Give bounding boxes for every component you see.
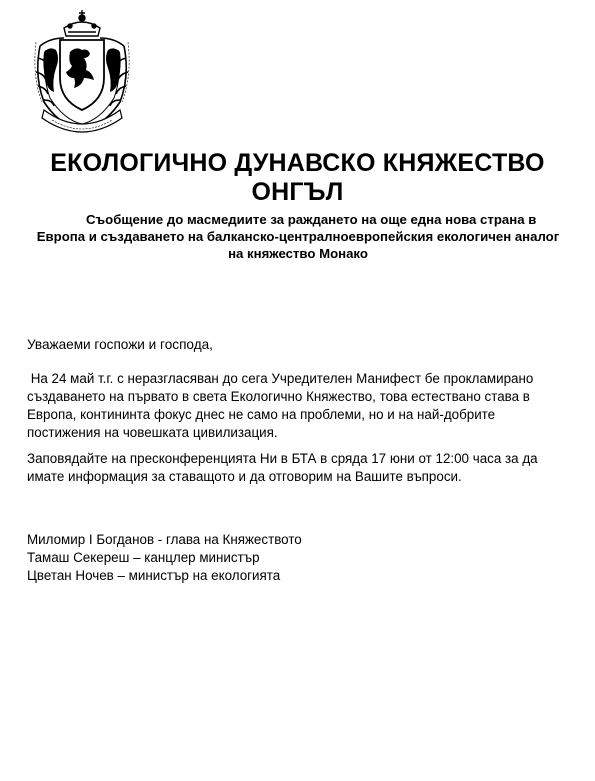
paragraph-invitation — [27, 450, 567, 486]
page-title-line1: ЕКОЛОГИЧНО ДУНАВСКО КНЯЖЕСТВО — [50, 149, 545, 177]
paragraph-line: На 24 май т.г. с неразгласяван до сега Учредителен Манифест бе прокламирано — [27, 371, 534, 386]
subtitle-line: на княжество Монако — [228, 246, 368, 261]
greeting: Уважаеми госпожи и господа, — [27, 337, 213, 352]
signer-ecology-minister: Цветан Ночев – министър на екологията — [27, 568, 281, 583]
signature-block — [27, 531, 302, 585]
subtitle-line: Европа и създаването на балканско-централноевропейския екологичен аналог — [36, 229, 560, 244]
paragraph-line: създаването на първато в света Екологично Княжество, това естествано става в — [27, 389, 530, 404]
page-title-line2: ОНГЪЛ — [251, 178, 344, 206]
paragraph-line: постижения на човешката цивилизация. — [27, 425, 278, 440]
paragraph-line: Заповядайте на пресконференцията Ни в БТА в сряда 17 юни от 12:00 часа за да — [27, 451, 538, 466]
signer-ruler: Миломир I Богданов - глава на Княжеството — [27, 532, 302, 547]
paragraph-line: имате информация за ставащото и да отговорим на Вашите въпроси. — [27, 469, 462, 484]
press-release-subtitle — [28, 211, 568, 262]
subtitle-line: Съобщение до масмедиите за раждането на още една нова страна в — [86, 212, 537, 227]
paragraph-announcement — [27, 370, 567, 442]
paragraph-line: Европа, контининта фокус днес не само на проблеми, но и на най-добрите — [27, 407, 496, 422]
coat-of-arms-seal — [30, 6, 134, 134]
signer-chancellor: Тамаш Секереш – канцлер министър — [27, 550, 260, 565]
